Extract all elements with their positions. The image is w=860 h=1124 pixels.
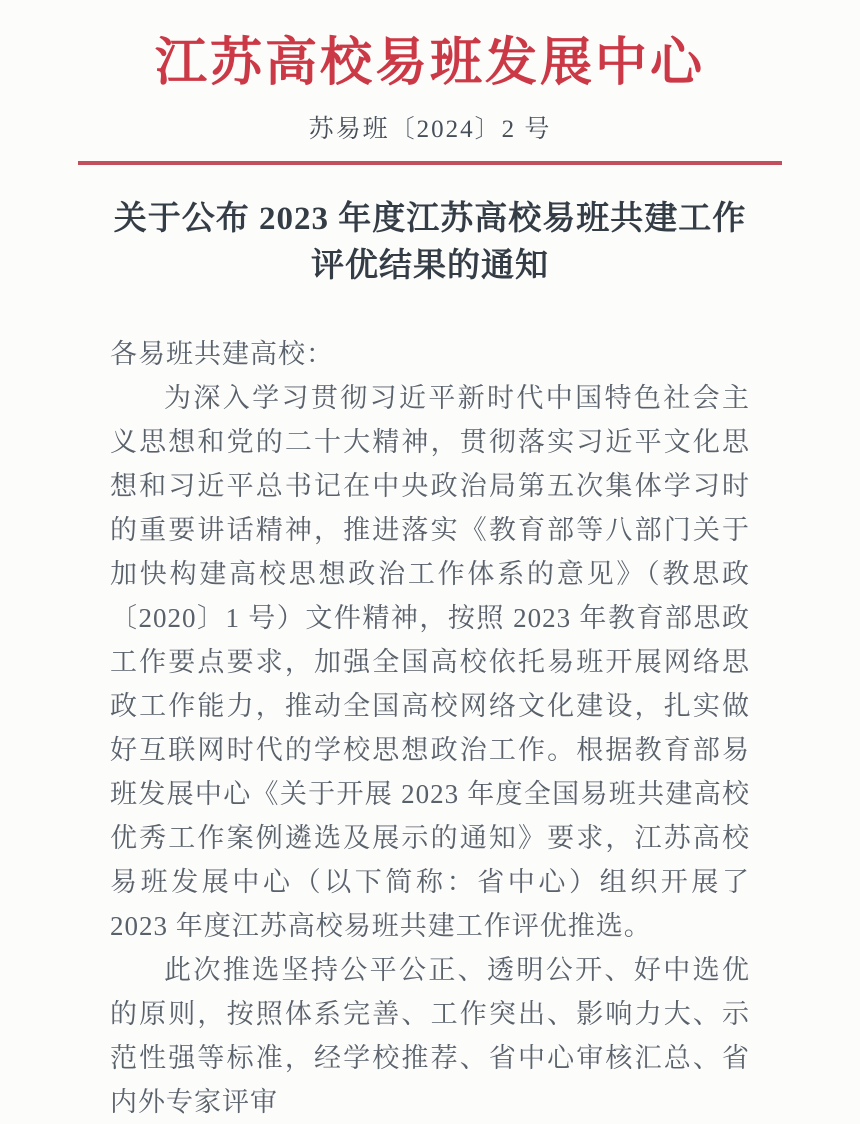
doc-title: [90, 196, 770, 290]
doc-title-line2: 评优结果的通知: [311, 248, 549, 284]
doc-number: 苏易班〔2024〕2 号: [308, 116, 552, 143]
paragraph-2: 此次推选坚持公平公正、透明公开、好中选优的原则，按照体系完善、工作突出、影响力大、示范性强等标准，经学校推荐、省中心审核汇总、省内外专家评审: [110, 955, 750, 1117]
paragraph-1: 为深入学习贯彻习近平新时代中国特色社会主义思想和党的二十大精神，贯彻落实习近平文化思想和习近平总书记在中央政治局第五次集体学习时的重要讲话精神，推进落实《教育部等八部门关于加快构建高校思想政治工作体系的意见》（教思政〔2020〕1 号）文件精神，按照 2023 年教育部思政工作要点要求，加强全国高校依托易班开展网络思政工作能力，推动全国高校网络文化建设，扎实做好互联网时代的学校思想政治工作。根据教育部易班发展中心《关于开展 2023 年度全国易班共建高校优秀工作案例遴选及展示的通知》要求，江苏高校易班发展中心（以下简称：省中心）组织开展了 2023 年度江苏高校易班共建工作评优推选。: [110, 383, 750, 941]
salutation: 各易班共建高校：: [110, 339, 334, 369]
notice-body: [110, 332, 750, 1124]
doc-title-line1: 关于公布 2023 年度江苏高校易班共建工作: [113, 201, 747, 237]
red-divider-line: [78, 161, 782, 165]
org-title: 江苏高校易班发展中心: [154, 35, 705, 92]
